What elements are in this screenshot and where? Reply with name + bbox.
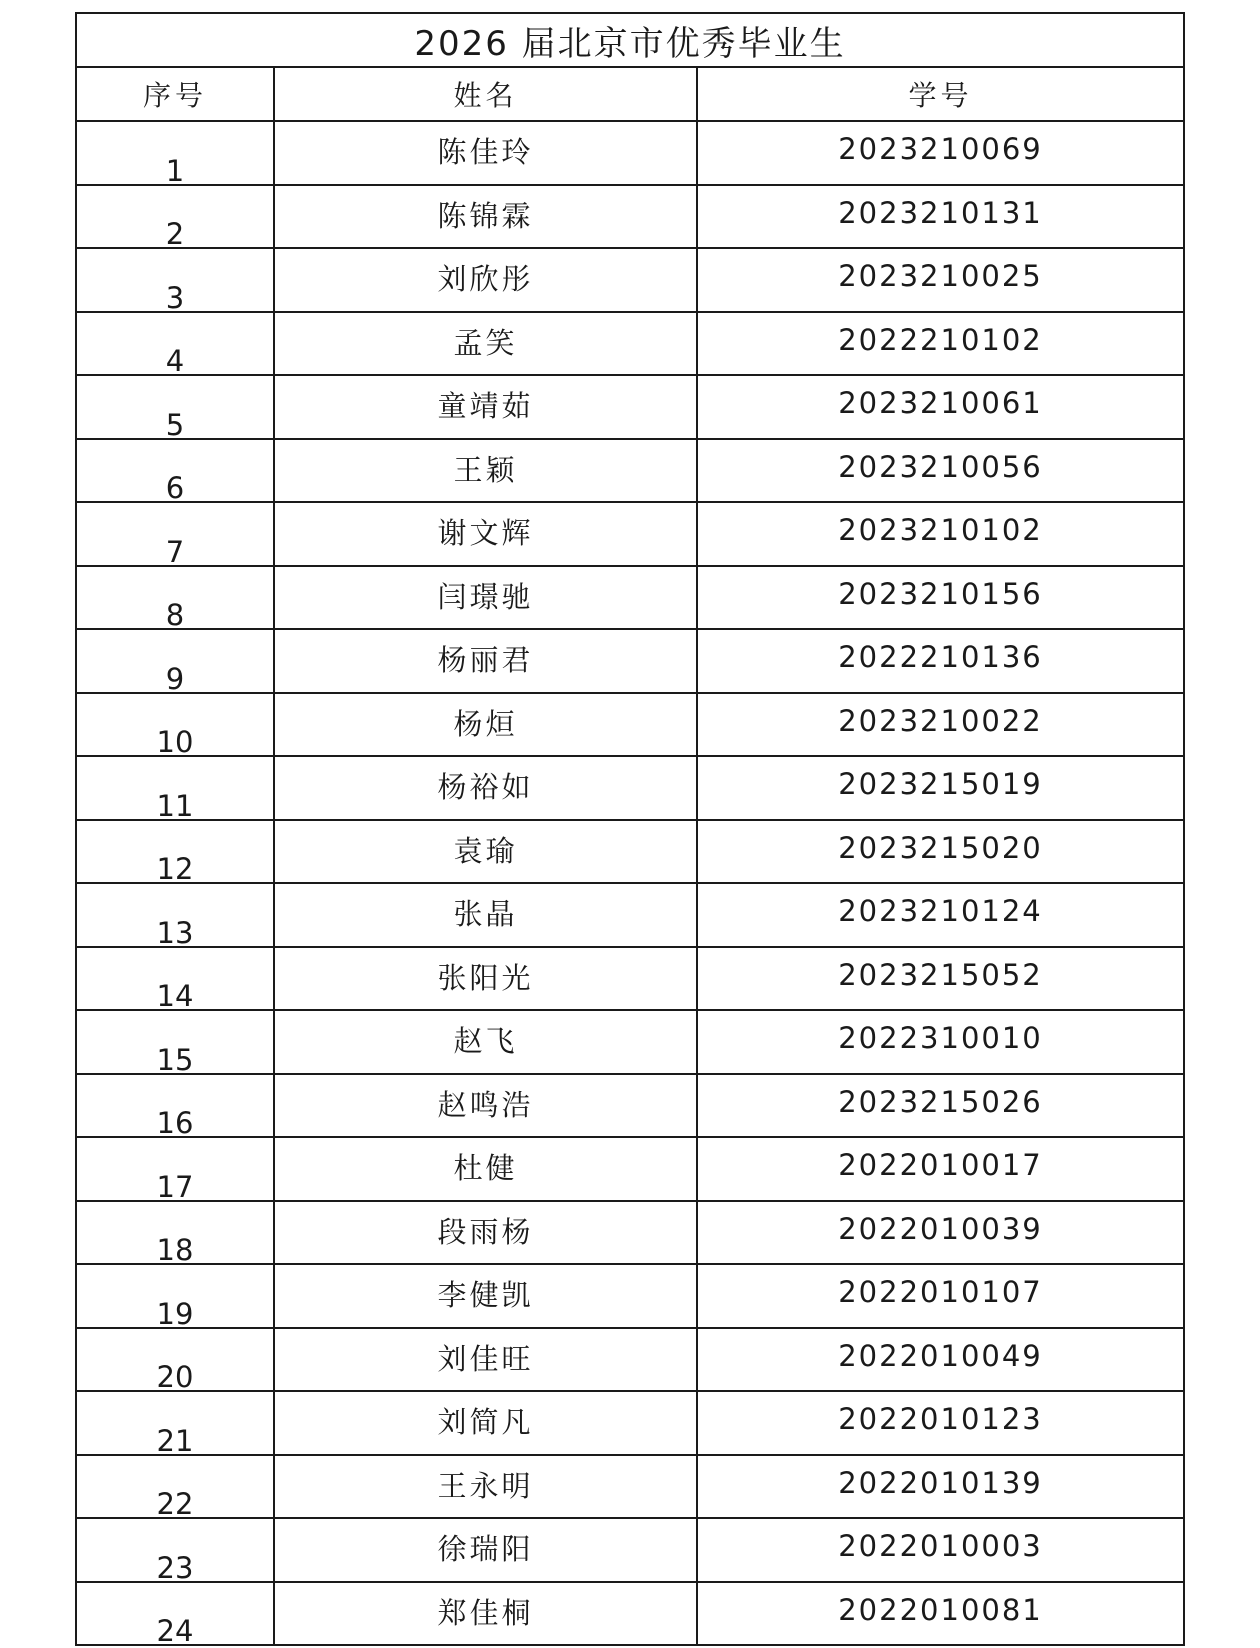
row-number-cell bbox=[76, 566, 274, 630]
row-number: 4 bbox=[165, 344, 185, 378]
student-name: 赵鸣浩 bbox=[274, 1074, 697, 1138]
table-row bbox=[76, 185, 1184, 249]
row-number-cell bbox=[76, 1201, 274, 1265]
table-row bbox=[76, 1074, 1184, 1138]
row-number: 6 bbox=[165, 471, 185, 505]
table-row bbox=[76, 693, 1184, 757]
student-id: 2023210056 bbox=[697, 439, 1184, 503]
row-number-cell bbox=[76, 1137, 274, 1204]
row-number: 3 bbox=[165, 280, 185, 315]
row-number: 13 bbox=[156, 915, 194, 950]
row-number-cell bbox=[76, 439, 274, 503]
student-name: 闫璟驰 bbox=[274, 566, 697, 630]
row-number: 23 bbox=[156, 1550, 194, 1585]
student-id: 2022010139 bbox=[697, 1455, 1184, 1519]
row-number-cell bbox=[76, 1518, 274, 1585]
row-number: 19 bbox=[156, 1296, 194, 1331]
row-number-cell bbox=[76, 375, 274, 442]
row-number: 14 bbox=[156, 979, 194, 1013]
row-number-cell bbox=[76, 248, 274, 315]
student-id: 2022010049 bbox=[697, 1328, 1184, 1392]
row-number-cell bbox=[76, 1391, 274, 1458]
table-body bbox=[76, 121, 1184, 1648]
student-id: 2022210136 bbox=[697, 629, 1184, 693]
column-header-no: 序号 bbox=[76, 67, 274, 121]
table-row bbox=[76, 439, 1184, 503]
student-name: 王颖 bbox=[274, 439, 697, 503]
student-name: 段雨杨 bbox=[274, 1201, 697, 1265]
student-id: 2023210022 bbox=[697, 693, 1184, 757]
row-number-cell bbox=[76, 121, 274, 188]
row-number: 18 bbox=[156, 1233, 194, 1267]
student-name: 童靖茹 bbox=[274, 375, 697, 439]
row-number-cell bbox=[76, 1328, 274, 1392]
table-row bbox=[76, 1264, 1184, 1328]
table-row bbox=[76, 566, 1184, 630]
student-name: 陈锦霖 bbox=[274, 185, 697, 249]
student-name: 张晶 bbox=[274, 883, 697, 947]
student-name: 杨丽君 bbox=[274, 629, 697, 693]
row-number-cell bbox=[76, 947, 274, 1011]
student-id: 2023215020 bbox=[697, 820, 1184, 884]
row-number: 7 bbox=[165, 534, 185, 569]
row-number: 24 bbox=[156, 1614, 194, 1648]
table-row bbox=[76, 1010, 1184, 1074]
row-number-cell bbox=[76, 1074, 274, 1138]
row-number: 21 bbox=[156, 1423, 194, 1458]
table-row bbox=[76, 947, 1184, 1011]
table-row bbox=[76, 1582, 1184, 1646]
student-id: 2023210131 bbox=[697, 185, 1184, 249]
table-row bbox=[76, 1328, 1184, 1392]
student-name: 杨烜 bbox=[274, 693, 697, 757]
row-number-cell bbox=[76, 1010, 274, 1077]
student-name: 谢文辉 bbox=[274, 502, 697, 566]
row-number: 22 bbox=[156, 1487, 194, 1521]
column-header-name: 姓名 bbox=[274, 67, 697, 121]
table-row bbox=[76, 502, 1184, 566]
table-row bbox=[76, 1518, 1184, 1582]
row-number-cell bbox=[76, 629, 274, 696]
row-number: 2 bbox=[165, 217, 185, 251]
student-id: 2022010107 bbox=[697, 1264, 1184, 1328]
row-number-cell bbox=[76, 883, 274, 950]
student-name: 刘欣彤 bbox=[274, 248, 697, 312]
row-number: 1 bbox=[165, 153, 185, 188]
student-id: 2023210069 bbox=[697, 121, 1184, 185]
student-name: 陈佳玲 bbox=[274, 121, 697, 185]
student-id: 2022010081 bbox=[697, 1582, 1184, 1646]
row-number-cell bbox=[76, 1582, 274, 1646]
table-row bbox=[76, 248, 1184, 312]
student-name: 刘佳旺 bbox=[274, 1328, 697, 1392]
table-row bbox=[76, 756, 1184, 820]
row-number-cell bbox=[76, 1264, 274, 1331]
table-title: 2026 届北京市优秀毕业生 bbox=[76, 13, 1184, 67]
row-number: 10 bbox=[156, 725, 194, 759]
row-number-cell bbox=[76, 1455, 274, 1519]
row-number: 16 bbox=[156, 1106, 194, 1140]
table-row bbox=[76, 375, 1184, 439]
student-name: 徐瑞阳 bbox=[274, 1518, 697, 1582]
row-number: 12 bbox=[156, 852, 194, 886]
table-row bbox=[76, 1201, 1184, 1265]
row-number: 8 bbox=[165, 598, 185, 632]
row-number: 17 bbox=[156, 1169, 194, 1204]
table-row bbox=[76, 1455, 1184, 1519]
table-row bbox=[76, 312, 1184, 376]
student-id: 2023215052 bbox=[697, 947, 1184, 1011]
row-number: 9 bbox=[165, 661, 185, 696]
row-number-cell bbox=[76, 756, 274, 823]
table-row bbox=[76, 1137, 1184, 1201]
student-id: 2023210102 bbox=[697, 502, 1184, 566]
table-row bbox=[76, 883, 1184, 947]
student-id: 2022210102 bbox=[697, 312, 1184, 376]
student-name: 孟笑 bbox=[274, 312, 697, 376]
student-id: 2022010123 bbox=[697, 1391, 1184, 1455]
row-number-cell bbox=[76, 693, 274, 757]
student-id: 2022310010 bbox=[697, 1010, 1184, 1074]
column-header-id: 学号 bbox=[697, 67, 1184, 121]
table-row bbox=[76, 629, 1184, 693]
student-id: 2023215019 bbox=[697, 756, 1184, 820]
student-id: 2023215026 bbox=[697, 1074, 1184, 1138]
table-row bbox=[76, 1391, 1184, 1455]
student-name: 李健凯 bbox=[274, 1264, 697, 1328]
student-id: 2023210025 bbox=[697, 248, 1184, 312]
student-name: 袁瑜 bbox=[274, 820, 697, 884]
student-name: 杨裕如 bbox=[274, 756, 697, 820]
row-number-cell bbox=[76, 502, 274, 569]
row-number-cell bbox=[76, 312, 274, 376]
student-name: 刘简凡 bbox=[274, 1391, 697, 1455]
header-row bbox=[76, 67, 1184, 121]
table-row bbox=[76, 820, 1184, 884]
student-id: 2023210156 bbox=[697, 566, 1184, 630]
student-id: 2022010003 bbox=[697, 1518, 1184, 1582]
row-number-cell bbox=[76, 820, 274, 884]
graduates-table bbox=[75, 12, 1185, 1646]
student-name: 张阳光 bbox=[274, 947, 697, 1011]
student-id: 2023210061 bbox=[697, 375, 1184, 439]
row-number: 5 bbox=[165, 407, 185, 442]
row-number-cell bbox=[76, 185, 274, 249]
student-id: 2022010017 bbox=[697, 1137, 1184, 1201]
student-id: 2022010039 bbox=[697, 1201, 1184, 1265]
row-number: 20 bbox=[156, 1360, 194, 1394]
row-number: 15 bbox=[156, 1042, 194, 1077]
student-name: 郑佳桐 bbox=[274, 1582, 697, 1646]
student-name: 王永明 bbox=[274, 1455, 697, 1519]
student-id: 2023210124 bbox=[697, 883, 1184, 947]
student-name: 赵飞 bbox=[274, 1010, 697, 1074]
row-number: 11 bbox=[156, 788, 194, 823]
student-name: 杜健 bbox=[274, 1137, 697, 1201]
table-row bbox=[76, 121, 1184, 185]
